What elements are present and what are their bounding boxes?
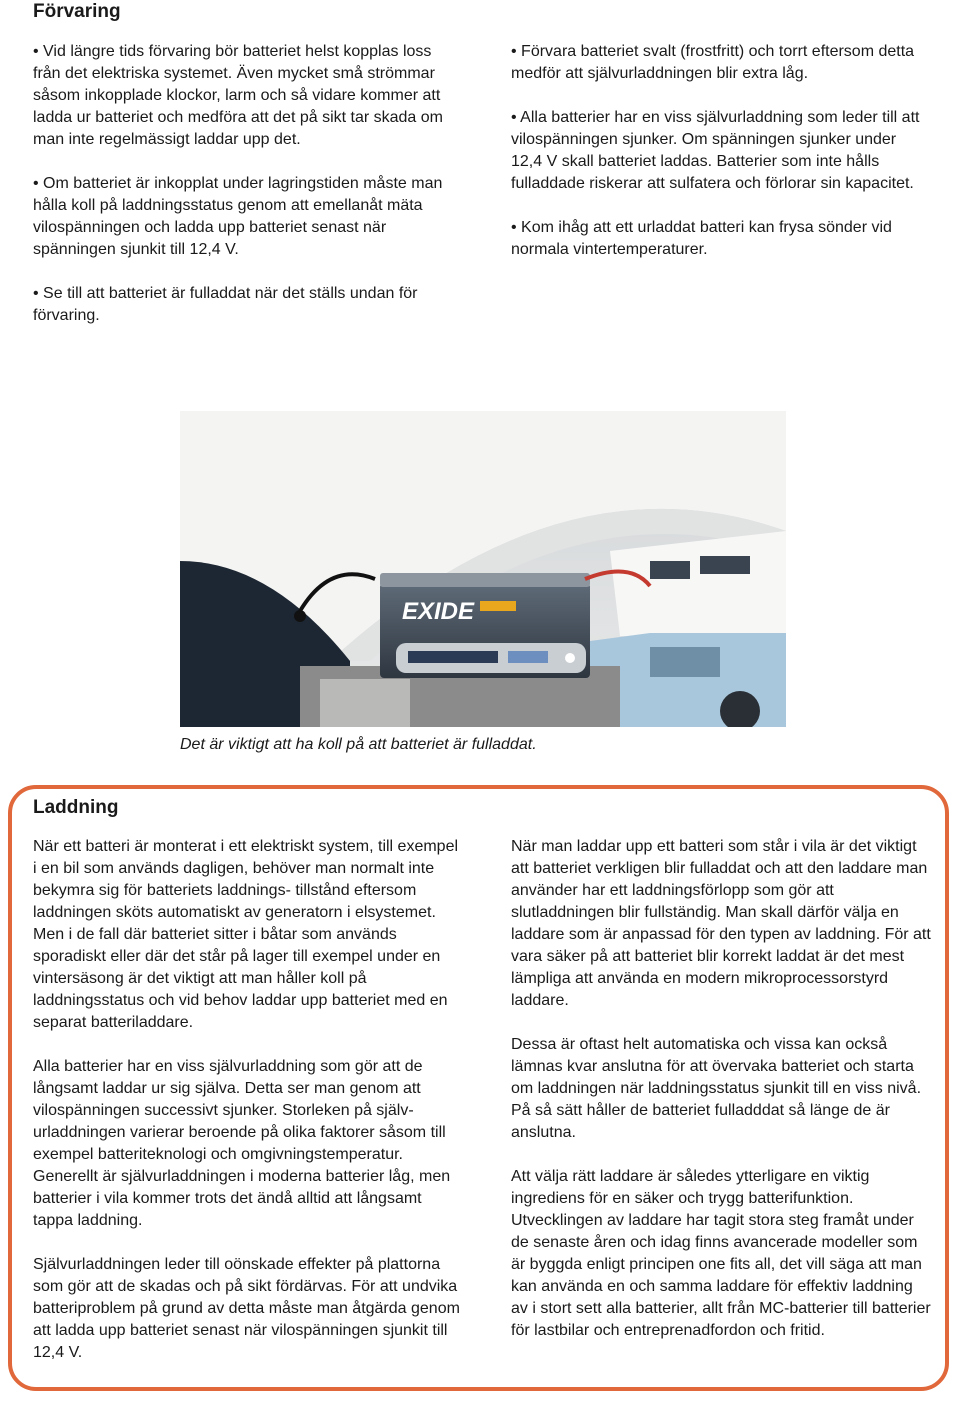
- storage-bullet: • Alla batterier har en viss självurladdning som leder till att vilospänningen sjunker. Om spänningen sjunker under 12,4 V skall batteriet laddas. Batterier som inte hålls fulladdade riskerar att sulfatera och förlorar sin kapacitet.: [511, 109, 920, 192]
- storage-bullet: • Kom ihåg att ett urladdat batteri kan frysa sönder vid normala vintertemperaturer.: [511, 219, 892, 258]
- charging-paragraph: Alla batterier har en viss självurladdning som gör att de långsamt laddar ur sig själva. Detta ser man genom att vilospänningen successivt sjunker. Storleken på själv- urladdningen varierar beroende på olika faktorer såsom till exempel batteriteknologi och omgivningstemperatur. Generellt är självurladdningen i moderna batterier låg, men batterier i vila kommer trots det ändå alltid att långsamt tappa laddning.: [33, 1058, 451, 1229]
- charging-title: Laddning: [33, 797, 119, 818]
- charging-paragraph: Dessa är oftast helt automatiska och vissa kan också lämnas kvar anslutna för att övervaka batteriet och starta om laddningen när laddningsstatus sjunkit till en viss nivå. På så sätt håller de batteriet fulladddat så länge de är anslutna.: [511, 1036, 922, 1141]
- storage-bullet: • Se till att batteriet är fulladdat när det ställs undan för förvaring.: [33, 285, 418, 324]
- charging-paragraph: När ett batteri är monterat i ett elektriskt system, till exempel i en bil som används dagligen, behöver man normalt inte bekymra sig för batteriets laddnings- tillstånd eftersom laddningen sköts automatiskt av generatorn i elsystemet. Men i de fall där batteriet sitter i båtar som används sporadiskt eller där det står på lager till exempel under en vintersäsong är det viktigt att man håller koll på laddningsstatus och vid behov laddar upp batteriet med en separat batteriladdare.: [33, 838, 459, 1031]
- photo-caption: Det är viktigt att ha koll på att batteriet är fulladdat.: [180, 736, 537, 753]
- storage-bullet: • Förvara batteriet svalt (frostfritt) och torrt eftersom detta medför att självurladdningen blir extra låg.: [511, 43, 915, 82]
- charging-paragraph: Att välja rätt laddare är således ytterligare en viktig ingrediens för en säker och trygg batterifunktion. Utvecklingen av laddare har tagit stora steg framåt under de senaste åren och idag finns avancerade modeller som är byggda enligt principen one fits all, det vill säga att man kan använda en och samma laddare för effektiv laddning av i stort sett alla batterier, allt från MC-batterier till batterier för lastbilar och entreprenadfordon och fritid.: [511, 1168, 931, 1339]
- storage-bullet: • Om batteriet är inkopplat under lagringstiden måste man hålla koll på laddningsstatus genom att emellanåt mäta vilospänningen och ladda upp batteriet senast när spänningen sjunkit till 12,4 V.: [33, 175, 443, 258]
- battery-charger-photo: [180, 411, 786, 727]
- storage-bullet: • Vid längre tids förvaring bör batteriet helst kopplas loss från det elektriska systemet. Även mycket små strömmar såsom inkopplade klockor, larm och så vidare kommer att ladda ur batteriet och medföra att det på sikt tar skada om man inte regelmässigt laddar upp det.: [33, 43, 443, 148]
- storage-title: Förvaring: [33, 1, 121, 22]
- charging-paragraph: När man laddar upp ett batteri som står i vila är det viktigt att batteriet verkligen blir fulladdat och att den laddare man använder har ett laddningsförlopp som gör att slutladdningen blir fullständig. Man skall därför välja en laddare som är anpassad för den typen av laddning. För att vara säker på att batteriet blir korrekt laddat är det mest lämpliga att använda en modern mikroprocessorstyrd laddare.: [511, 838, 931, 1009]
- battery-brand-label: EXIDE: [402, 598, 475, 625]
- charging-left-column: [33, 836, 463, 1364]
- charging-paragraph: Självurladdningen leder till oönskade effekter på plattorna som gör att de skadas och på sikt fördärvas. För att undvika batteriproblem på grund av detta måste man åtgärda genom att ladda upp batteriet senast när vilospänningen sjunkit till 12,4 V.: [33, 1256, 460, 1361]
- storage-right-column: [511, 41, 931, 261]
- photo-illustration: [180, 411, 786, 727]
- storage-left-column: [33, 41, 453, 327]
- charging-right-column: [511, 836, 931, 1342]
